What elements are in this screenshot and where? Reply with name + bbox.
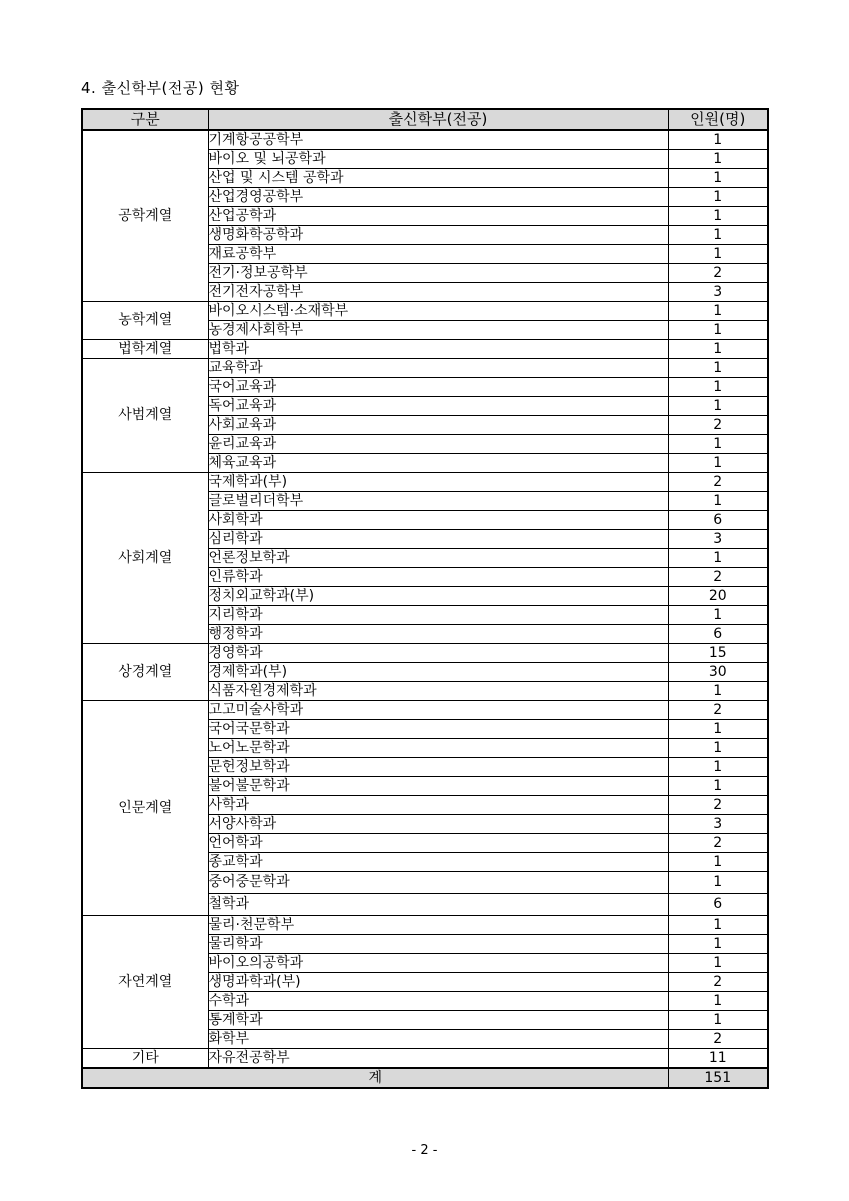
major-cell: 윤리교육과 — [208, 435, 668, 454]
count-cell: 2 — [668, 796, 768, 815]
major-cell: 종교학과 — [208, 853, 668, 872]
major-cell: 언어학과 — [208, 834, 668, 853]
count-cell: 2 — [668, 834, 768, 853]
header-category: 구분 — [82, 109, 208, 130]
count-cell: 1 — [668, 1011, 768, 1030]
major-cell: 서양사학과 — [208, 815, 668, 834]
major-cell: 경영학과 — [208, 644, 668, 663]
major-cell: 고고미술사학과 — [208, 701, 668, 720]
count-cell: 1 — [668, 340, 768, 359]
count-cell: 1 — [668, 549, 768, 568]
major-cell: 법학과 — [208, 340, 668, 359]
count-cell: 1 — [668, 359, 768, 378]
count-cell: 1 — [668, 492, 768, 511]
major-cell: 통계학과 — [208, 1011, 668, 1030]
count-cell: 1 — [668, 454, 768, 473]
count-cell: 1 — [668, 130, 768, 150]
major-cell: 문헌정보학과 — [208, 758, 668, 777]
header-count: 인원(명) — [668, 109, 768, 130]
table-row — [82, 359, 768, 378]
total-count: 151 — [668, 1068, 768, 1088]
major-cell: 전기·정보공학부 — [208, 264, 668, 283]
count-cell: 2 — [668, 264, 768, 283]
major-cell: 불어불문학과 — [208, 777, 668, 796]
count-cell: 1 — [668, 207, 768, 226]
count-cell: 1 — [668, 302, 768, 321]
major-cell: 독어교육과 — [208, 397, 668, 416]
major-cell: 자유전공학부 — [208, 1049, 668, 1069]
category-cell: 공학계열 — [82, 130, 208, 302]
count-cell: 2 — [668, 473, 768, 492]
count-cell: 1 — [668, 606, 768, 625]
major-stats-table — [81, 108, 769, 1089]
major-cell: 경제학과(부) — [208, 663, 668, 682]
major-cell: 언론정보학과 — [208, 549, 668, 568]
count-cell: 2 — [668, 568, 768, 587]
count-cell: 1 — [668, 150, 768, 169]
table-row — [82, 1049, 768, 1069]
major-cell: 화학부 — [208, 1030, 668, 1049]
category-cell: 농학계열 — [82, 302, 208, 340]
major-cell: 사회교육과 — [208, 416, 668, 435]
count-cell: 1 — [668, 853, 768, 872]
major-cell: 수학과 — [208, 992, 668, 1011]
major-cell: 정치외교학과(부) — [208, 587, 668, 606]
major-cell: 재료공학부 — [208, 245, 668, 264]
section-title: 4. 출신학부(전공) 현황 — [81, 79, 240, 97]
category-cell: 자연계열 — [82, 916, 208, 1049]
major-cell: 심리학과 — [208, 530, 668, 549]
major-cell: 국어국문학과 — [208, 720, 668, 739]
table-row — [82, 644, 768, 663]
page-number: - 2 - — [411, 1143, 438, 1158]
count-cell: 1 — [668, 739, 768, 758]
count-cell: 15 — [668, 644, 768, 663]
count-cell: 3 — [668, 283, 768, 302]
count-cell: 1 — [668, 435, 768, 454]
total-row — [82, 1068, 768, 1088]
count-cell: 1 — [668, 682, 768, 701]
count-cell: 1 — [668, 397, 768, 416]
count-cell: 3 — [668, 815, 768, 834]
count-cell: 20 — [668, 587, 768, 606]
count-cell: 1 — [668, 188, 768, 207]
count-cell: 6 — [668, 894, 768, 916]
major-cell: 물리·천문학부 — [208, 916, 668, 935]
table-body — [82, 130, 768, 1088]
table-row — [82, 340, 768, 359]
major-cell: 중어중문학과 — [208, 872, 668, 894]
count-cell: 1 — [668, 935, 768, 954]
table-row — [82, 473, 768, 492]
major-cell: 지리학과 — [208, 606, 668, 625]
major-cell: 산업 및 시스템 공학과 — [208, 169, 668, 188]
major-cell: 기계항공공학부 — [208, 130, 668, 150]
table-row — [82, 701, 768, 720]
major-cell: 산업공학과 — [208, 207, 668, 226]
count-cell: 6 — [668, 625, 768, 644]
category-cell: 사범계열 — [82, 359, 208, 473]
count-cell: 2 — [668, 1030, 768, 1049]
major-cell: 생명과학과(부) — [208, 973, 668, 992]
major-cell: 사회학과 — [208, 511, 668, 530]
category-cell: 상경계열 — [82, 644, 208, 701]
count-cell: 6 — [668, 511, 768, 530]
count-cell: 1 — [668, 758, 768, 777]
count-cell: 30 — [668, 663, 768, 682]
count-cell: 1 — [668, 321, 768, 340]
table-header-row — [82, 109, 768, 130]
count-cell: 11 — [668, 1049, 768, 1069]
count-cell: 1 — [668, 992, 768, 1011]
count-cell: 2 — [668, 701, 768, 720]
header-major: 출신학부(전공) — [208, 109, 668, 130]
major-cell: 바이오의공학과 — [208, 954, 668, 973]
major-cell: 국제학과(부) — [208, 473, 668, 492]
count-cell: 1 — [668, 169, 768, 188]
major-cell: 전기전자공학부 — [208, 283, 668, 302]
major-cell: 체육교육과 — [208, 454, 668, 473]
major-cell: 생명화학공학과 — [208, 226, 668, 245]
major-cell: 바이오 및 뇌공학과 — [208, 150, 668, 169]
count-cell: 1 — [668, 777, 768, 796]
major-cell: 인류학과 — [208, 568, 668, 587]
category-cell: 인문계열 — [82, 701, 208, 916]
major-cell: 행정학과 — [208, 625, 668, 644]
major-cell: 철학과 — [208, 894, 668, 916]
count-cell: 1 — [668, 720, 768, 739]
category-cell: 사회계열 — [82, 473, 208, 644]
count-cell: 1 — [668, 245, 768, 264]
major-cell: 식품자원경제학과 — [208, 682, 668, 701]
count-cell: 1 — [668, 954, 768, 973]
major-cell: 바이오시스템·소재학부 — [208, 302, 668, 321]
category-cell: 기타 — [82, 1049, 208, 1069]
count-cell: 2 — [668, 416, 768, 435]
count-cell: 1 — [668, 872, 768, 894]
major-cell: 산업경영공학부 — [208, 188, 668, 207]
major-cell: 국어교육과 — [208, 378, 668, 397]
major-cell: 농경제사회학부 — [208, 321, 668, 340]
major-cell: 물리학과 — [208, 935, 668, 954]
major-cell: 노어노문학과 — [208, 739, 668, 758]
count-cell: 3 — [668, 530, 768, 549]
count-cell: 1 — [668, 916, 768, 935]
major-cell: 글로벌리더학부 — [208, 492, 668, 511]
count-cell: 1 — [668, 378, 768, 397]
count-cell: 1 — [668, 226, 768, 245]
total-label: 계 — [82, 1068, 668, 1088]
table-row — [82, 916, 768, 935]
category-cell: 법학계열 — [82, 340, 208, 359]
count-cell: 2 — [668, 973, 768, 992]
major-cell: 교육학과 — [208, 359, 668, 378]
table-row — [82, 130, 768, 150]
table-row — [82, 302, 768, 321]
major-cell: 사학과 — [208, 796, 668, 815]
